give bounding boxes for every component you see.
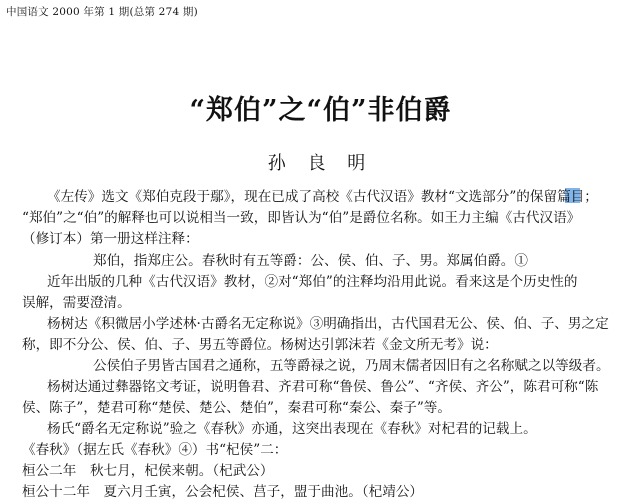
author-name: 孙 良 明 [267, 153, 374, 174]
paragraph-line: 《春秋》（据左氏《春秋》④）书“杞侯”二： [22, 442, 288, 458]
paragraph-line: 《左传》选文《郑伯克段于鄢》，现在已成了高校《古代汉语》教材“文选部分”的保留篇目； [47, 189, 598, 205]
chronicle-entry: 桓公十二年 夏六月壬寅，公会杞侯、莒子，盟于曲池。（杞靖公） [22, 484, 424, 500]
quoted-note-line: 郑伯，指郑庄公。春秋时有五等爵：公、侯、伯、子、男。郑属伯爵。① [93, 253, 528, 269]
paragraph-line: 杨树达《积微居小学述林·古爵名无定称说》③明确指出，古代国君无公、侯、伯、子、男之定 [47, 316, 609, 332]
paragraph-line: （修订本）第一册这样注释： [22, 231, 199, 247]
running-header: 中国语文 2000 年第 1 期(总第 274 期) [6, 6, 198, 18]
paragraph-line: 侯、陈子”，楚君可称“楚侯、楚公、楚伯”，秦君可称“秦公、秦子”等。 [22, 400, 451, 416]
paragraph-line: “郑伯”之“伯”的解释也可以说相当一致，即皆认为“伯”是爵位名称。如王力主编《古代汉语》 [22, 210, 581, 226]
quoted-note-line: 公侯伯子男皆古国君之通称，五等爵禄之说，乃周末儒者因旧有之名称赋之以等级者。 [93, 358, 610, 374]
paragraph-line: 杨树达通过彝器铭文考证，说明鲁君、齐君可称“鲁侯、鲁公”、“齐侯、齐公”，陈君可称“陈 [47, 379, 599, 395]
paragraph-line: 误解，需要澄清。 [22, 295, 131, 311]
paragraph-line: 称，即不分公、侯、伯、子、男五等爵位。杨树达引郭沫若《金文所无考》说： [22, 337, 498, 353]
article-title: “郑伯”之“伯”非伯爵 [189, 95, 452, 126]
paragraph-line: 杨氏“爵名无定称说”验之《春秋》亦通，这突出表现在《春秋》对杞君的记载上。 [47, 421, 537, 437]
paragraph-line: 近年出版的几种《古代汉语》教材，②对“郑伯”的注释均沿用此说。看来这是个历史性的 [47, 274, 578, 290]
chronicle-entry: 桓公二年 秋七月，杞侯来朝。（杞武公） [22, 463, 274, 479]
